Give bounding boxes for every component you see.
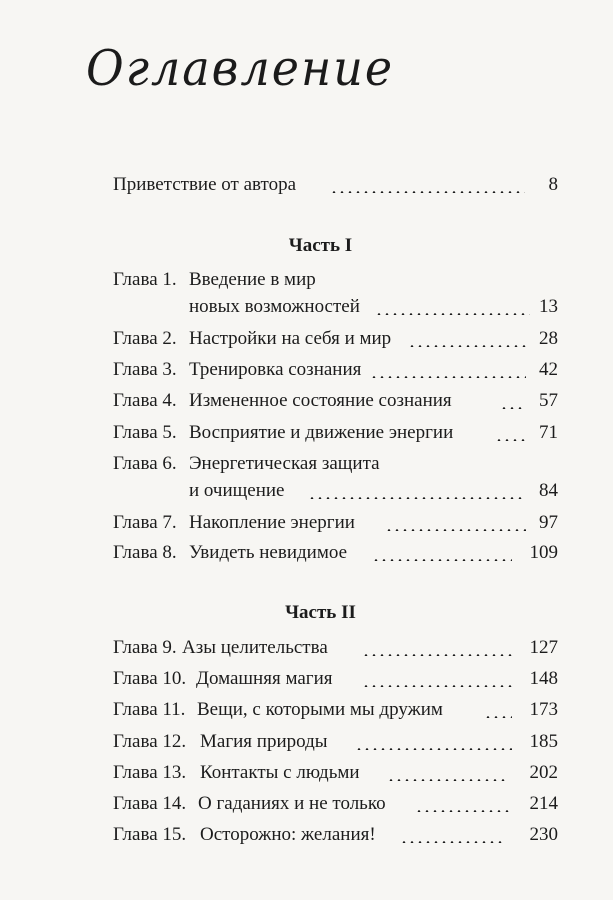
- chapter-label: Глава 5.: [113, 422, 177, 443]
- chapter-title: Измененное состояние сознания: [189, 390, 452, 411]
- toc-entry-chapter-14: [0, 789, 613, 819]
- leader-dots: [387, 779, 507, 781]
- page-number: 97: [539, 512, 558, 533]
- toc-entry-chapter-4: [0, 386, 613, 416]
- chapter-label: Глава 3.: [113, 359, 177, 380]
- toc-entry-chapter-15: [0, 820, 613, 850]
- chapter-title: Восприятие и движение энергии: [189, 422, 454, 443]
- leader-dots: [385, 529, 526, 531]
- toc-entry-chapter-1: [0, 265, 613, 295]
- toc-entry-chapter-6-cont: [0, 476, 613, 506]
- part-heading: Часть I: [288, 235, 353, 256]
- leader-dots: [495, 439, 526, 441]
- toc-entry-chapter-3: [0, 355, 613, 385]
- chapter-label: Глава 1.: [113, 269, 177, 290]
- chapter-label: Глава 2.: [113, 328, 177, 349]
- leader-dots: [362, 654, 512, 656]
- chapter-title: Настройки на себя и мир: [189, 328, 392, 349]
- chapter-title: Накопление энергии: [189, 512, 355, 533]
- toc-entry-chapter-9: [0, 633, 613, 663]
- chapter-label: Глава 10.: [113, 668, 187, 689]
- page-number: 214: [529, 793, 558, 814]
- toc-entry-text: Приветствие от автора: [113, 174, 296, 195]
- page-number: 202: [529, 762, 558, 783]
- toc-entry-chapter-10: [0, 664, 613, 694]
- chapter-label: Глава 9.: [113, 637, 177, 658]
- chapter-title: Тренировка сознания: [189, 359, 362, 380]
- leader-dots: [375, 313, 530, 315]
- chapter-title: Энергетическая защита: [189, 453, 380, 474]
- page-number: 13: [539, 296, 558, 317]
- page-number: 8: [548, 174, 558, 195]
- leader-dots: [400, 841, 505, 843]
- chapter-label: Глава 14.: [113, 793, 187, 814]
- leader-dots: [415, 810, 510, 812]
- chapter-label: Глава 4.: [113, 390, 177, 411]
- chapter-label: Глава 7.: [113, 512, 177, 533]
- leader-dots: [370, 376, 526, 378]
- page-number: 230: [529, 824, 558, 845]
- toc-entry-chapter-13: [0, 758, 613, 788]
- leader-dots: [362, 685, 512, 687]
- chapter-label: Глава 13.: [113, 762, 187, 783]
- chapter-label: Глава 11.: [113, 699, 186, 720]
- page-number: 42: [539, 359, 558, 380]
- chapter-title: Азы целительства: [182, 637, 328, 658]
- chapter-title: Магия природы: [200, 731, 328, 752]
- page-number: 71: [539, 422, 558, 443]
- leader-dots: [372, 559, 512, 561]
- toc-entry-chapter-5: [0, 418, 613, 448]
- chapter-title-line2: и очищение: [189, 480, 285, 501]
- page-number: 148: [529, 668, 558, 689]
- toc-entry-intro: [0, 170, 613, 200]
- page-title: Оглавление: [86, 40, 395, 97]
- chapter-title: Введение в мир: [189, 269, 316, 290]
- page-number: 57: [539, 390, 558, 411]
- page-number: 185: [529, 731, 558, 752]
- leader-dots: [500, 407, 526, 409]
- chapter-title: Увидеть невидимое: [189, 542, 348, 563]
- toc-entry-chapter-2: [0, 324, 613, 354]
- chapter-title-line2: новых возможностей: [189, 296, 360, 317]
- chapter-title: Вещи, с которыми мы дружим: [197, 699, 443, 720]
- chapter-label: Глава 8.: [113, 542, 177, 563]
- page-number: 84: [539, 480, 558, 501]
- chapter-title: Домашняя магия: [196, 668, 333, 689]
- toc-entry-chapter-1-cont: [0, 292, 613, 322]
- leader-dots: [408, 345, 526, 347]
- leader-dots: [308, 497, 526, 499]
- toc-entry-chapter-12: [0, 727, 613, 757]
- page-number: 28: [539, 328, 558, 349]
- toc-entry-chapter-6: [0, 449, 613, 479]
- chapter-label: Глава 6.: [113, 453, 177, 474]
- part-heading: Часть II: [285, 602, 356, 623]
- chapter-title: О гаданиях и не только: [198, 793, 386, 814]
- toc-entry-chapter-11: [0, 695, 613, 725]
- page-number: 173: [529, 699, 558, 720]
- leader-dots: [330, 191, 525, 193]
- chapter-title: Контакты с людьми: [200, 762, 360, 783]
- chapter-label: Глава 15.: [113, 824, 187, 845]
- page-number: 109: [529, 542, 558, 563]
- chapter-title: Осторожно: желания!: [200, 824, 376, 845]
- toc-entry-chapter-8: [0, 538, 613, 568]
- leader-dots: [484, 716, 512, 718]
- toc-entry-chapter-7: [0, 508, 613, 538]
- leader-dots: [355, 748, 512, 750]
- chapter-label: Глава 12.: [113, 731, 187, 752]
- page-number: 127: [529, 637, 558, 658]
